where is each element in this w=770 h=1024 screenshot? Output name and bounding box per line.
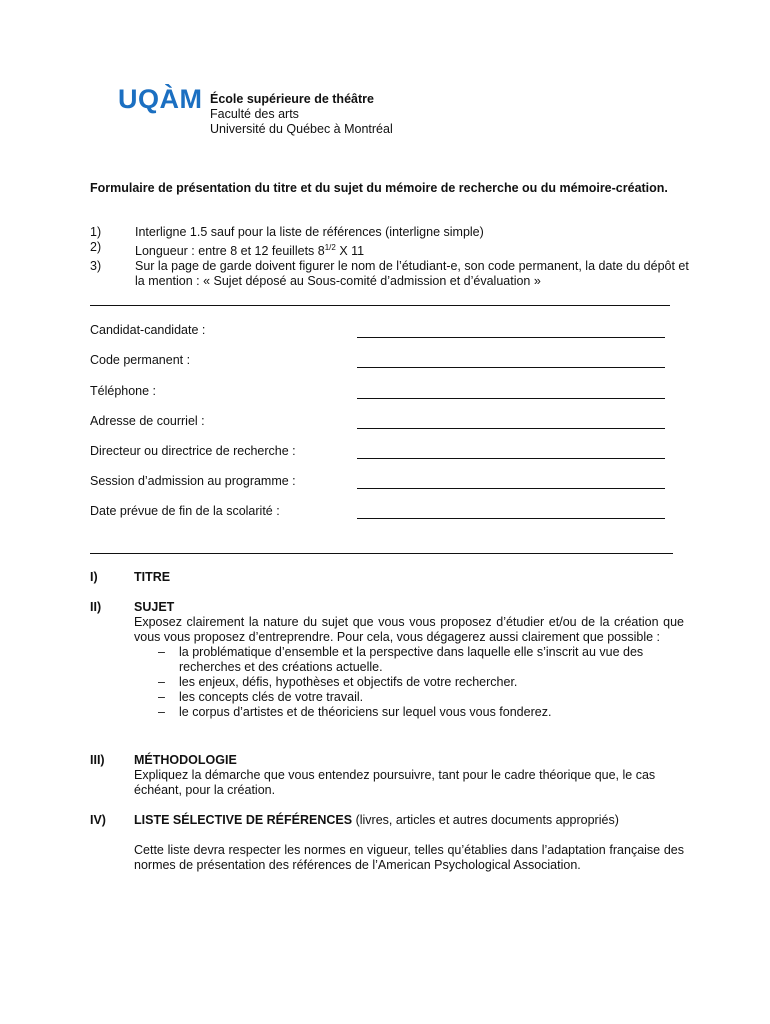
rule-item [90,259,690,289]
code-input-line[interactable] [357,367,665,368]
dash-bullet: – [158,705,165,719]
faculty-name: Faculté des arts [210,107,299,121]
section-methodologie [90,753,690,803]
section-heading: SUJET [134,600,175,614]
section-heading-note: (livres, articles et autres documents appropriés) [352,813,619,827]
rule-text-before: Longueur : entre 8 et 12 feuillets 8 [135,244,325,259]
list-item [134,690,684,705]
field-label-end-date: Date prévue de fin de la scolarité : [90,504,280,518]
section-heading: LISTE SÉLECTIVE DE RÉFÉRENCES [134,813,353,827]
section-heading-line [134,813,684,828]
field-label-session: Session d’admission au programme : [90,474,296,488]
separator-line [90,305,670,306]
field-label-candidate: Candidat-candidate : [90,323,206,337]
list-item [134,645,684,675]
university-name: Université du Québec à Montréal [210,122,393,136]
end-date-input-line[interactable] [357,518,665,519]
rule-text [135,240,364,259]
bullet-list [134,645,684,720]
section-text: Cette liste devra respecter les normes en vigueur, telles qu’établies dans l’adaptation française des normes de présentation des références de l’American Psychological Association. [134,843,684,872]
section-text: Expliquez la démarche que vous entendez poursuivre, tant pour le cadre théorique que, le cas échéant, pour la création. [134,768,656,797]
list-item [134,675,684,690]
institution-block [210,92,393,137]
rule-number: 2) [90,240,102,254]
section-number: IV) [90,813,106,827]
session-input-line[interactable] [357,488,665,489]
bullet-text: les enjeux, défis, hypothèses et objectifs de votre rechercher. [179,675,518,689]
dash-bullet: – [158,690,165,704]
bullet-text: le corpus d’artistes et de théoriciens sur lequel vous vous fonderez. [179,705,552,719]
candidate-input-line[interactable] [357,337,665,338]
section-body [134,600,684,720]
list-item [134,705,684,720]
bullet-text: la problématique d’ensemble et la perspective dans laquelle elle s’inscrit au vue des recherches et des créations actuelle. [179,645,644,674]
dash-bullet: – [158,675,165,689]
section-body [134,753,684,798]
rule-number: 1) [90,225,102,239]
section-number: II) [90,600,102,614]
bullet-text: les concepts clés de votre travail. [179,690,364,704]
separator-line [90,553,673,554]
director-input-line[interactable] [357,458,665,459]
field-label-code: Code permanent : [90,353,191,367]
field-label-director: Directeur ou directrice de recherche : [90,444,296,458]
rule-text: Sur la page de garde doivent figurer le nom de l’étudiant-e, son code permanent, la date du dépôt et la mention : « Sujet déposé au Sous-comité d’admission et d’évaluation » [135,259,689,289]
section-references [90,813,690,893]
section-number: I) [90,570,98,584]
rule-text-after: X 11 [335,244,365,259]
school-name: École supérieure de théâtre [210,92,374,106]
form-title: Formulaire de présentation du titre et du sujet du mémoire de recherche ou du mémoire-création. [90,181,668,195]
section-body [134,813,684,873]
rule-number: 3) [90,259,102,274]
rule-item [90,225,690,240]
section-heading: TITRE [134,570,171,584]
rule-text: Interligne 1.5 sauf pour la liste de références (interligne simple) [135,225,484,239]
phone-input-line[interactable] [357,398,665,399]
section-sujet [90,600,690,750]
uqam-logo: UQÀM [118,84,203,114]
section-number: III) [90,753,105,767]
field-label-email: Adresse de courriel : [90,414,205,428]
section-text: Exposez clairement la nature du sujet que vous vous proposez d’étudier et/ou de la création que vous vous proposez d’entreprendre. Pour cela, vous dégagerez aussi clairement que possible : [134,615,684,644]
section-heading: MÉTHODOLOGIE [134,753,237,767]
rule-sup: 1/2 [324,243,336,252]
field-label-phone: Téléphone : [90,384,157,398]
section-titre [90,570,690,588]
dash-bullet: – [158,645,165,659]
email-input-line[interactable] [357,428,665,429]
rules-list [90,225,690,289]
rule-item [90,240,690,259]
